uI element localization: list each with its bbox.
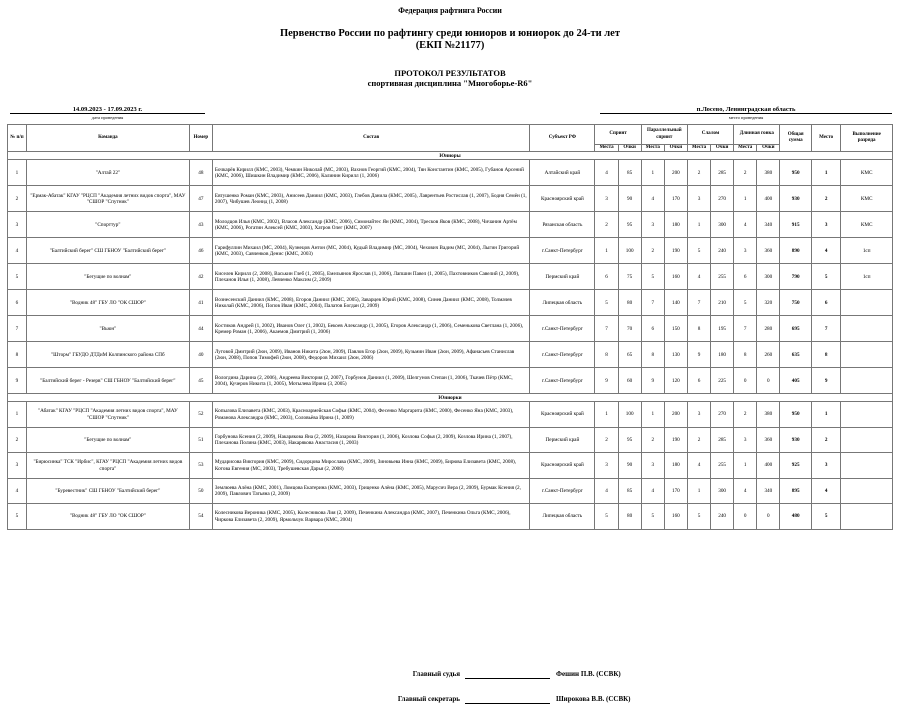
sub-place: Места [687,145,710,152]
row-number: 2 [8,186,27,212]
sprint-points: 80 [618,290,641,316]
total-points: 890 [780,238,812,264]
long-race-points: 400 [757,186,780,212]
parallel-points: 170 [664,186,687,212]
team-name: "Бегущие по волнам" [26,427,189,453]
bib-number: 46 [189,238,212,264]
rank-achieved: КМС [841,160,893,186]
discipline-title: спортивная дисциплина "Многоборье-R6" [367,78,533,88]
slalom-place: 7 [687,290,710,316]
parallel-place: 3 [641,212,664,238]
region: Алтайский край [530,160,595,186]
rank-achieved [841,290,893,316]
chief-judge-name: Фешин П.В. (ССВК) [556,670,621,678]
slalom-points: 225 [711,368,734,394]
protocol-heading [0,68,900,88]
rank-achieved [841,316,893,342]
sprint-points: 85 [618,478,641,504]
sprint-points: 95 [618,427,641,453]
results-table [7,124,893,530]
document-title [0,28,900,52]
sub-place: Места [595,145,618,152]
col-parallel: Параллельный спринт [641,125,687,145]
bib-number: 44 [189,316,212,342]
signature-line [465,670,550,679]
team-roster: Евтушенко Роман (КМС, 2003), Анисеев Даниил (КМС, 2003), Глебов Данила (КМС, 2005), Лаврентьев Ростислав (1, 2007), Бодня Семён (1, 2007), Чибушев Леонид (1, 2008) [212,186,529,212]
total-points: 950 [780,402,812,428]
parallel-place: 9 [641,368,664,394]
parallel-points: 180 [664,212,687,238]
table-row [8,478,893,504]
final-place: 2 [811,427,840,453]
federation-name: Федерация рафтинга России [398,6,502,15]
bib-number: 48 [189,160,212,186]
row-number: 9 [8,368,27,394]
long-race-points: 340 [757,212,780,238]
col-sprint: Спринт [595,125,641,145]
long-race-place: 3 [734,238,757,264]
event-dates-caption: дата проведения [91,115,124,120]
sub-points: Очки [664,145,687,152]
final-place: 5 [811,504,840,530]
table-row [8,316,893,342]
total-points: 790 [780,264,812,290]
slalom-place: 6 [687,368,710,394]
table-row [8,238,893,264]
table-row [8,290,893,316]
team-roster: Колесникова Вероника (КМС, 2005), Колесникова Лия (2, 2009), Печенкина Александра (КМС, 2007), Печенкина Ольга (КМС, 2006), Чиркова Елизавета (2, 2009), Ярмольчук Варвара (КМС, 2004) [212,504,529,530]
table-row [8,453,893,479]
region: Липецкая область [530,504,595,530]
final-place: 9 [811,368,840,394]
row-number: 4 [8,478,27,504]
bib-number: 51 [189,427,212,453]
rank-achieved [841,342,893,368]
parallel-place: 1 [641,402,664,428]
total-points: 695 [780,316,812,342]
team-name: "Вьюн" [26,316,189,342]
long-race-place: 4 [734,212,757,238]
long-race-points: 380 [757,402,780,428]
sprint-place: 5 [595,504,618,530]
rank-achieved [841,478,893,504]
parallel-points: 200 [664,160,687,186]
col-roster: Состав [212,125,529,152]
signature-line [465,695,550,704]
group-header-row [8,394,893,402]
total-points: 895 [780,478,812,504]
parallel-points: 200 [664,402,687,428]
region: Красноярский край [530,402,595,428]
slalom-place: 1 [687,478,710,504]
final-place: 4 [811,478,840,504]
sub-place: Места [734,145,757,152]
long-race-place: 8 [734,342,757,368]
rank-achieved [841,453,893,479]
long-race-place: 4 [734,478,757,504]
team-roster: Мударисова Виктория (КМС, 2009), Сидорцова Мирослава (КМС, 2009), Зиновьева Инна (КМС, 2009), Бирюва Елизавета (КМС, 2008), Котова Евгения (МС, 2003), Требушевская Дарья (2, 2008) [212,453,529,479]
region: Пермский край [530,264,595,290]
sprint-points: 90 [618,453,641,479]
parallel-points: 160 [664,264,687,290]
slalom-points: 270 [711,186,734,212]
parallel-place: 8 [641,342,664,368]
sub-points: Очки [757,145,780,152]
bib-number: 41 [189,290,212,316]
sprint-points: 65 [618,342,641,368]
long-race-place: 7 [734,316,757,342]
sprint-place: 1 [595,238,618,264]
final-place: 1 [811,160,840,186]
sprint-place: 7 [595,316,618,342]
table-row [8,160,893,186]
sprint-points: 95 [618,212,641,238]
row-number: 5 [8,264,27,290]
chief-judge-label: Главный судья [412,670,460,678]
slalom-place: 2 [687,160,710,186]
slalom-place: 9 [687,342,710,368]
parallel-points: 140 [664,290,687,316]
total-points: 950 [780,160,812,186]
col-bib: Номер [189,125,212,152]
region: г.Санкт-Петербург [530,368,595,394]
parallel-points: 160 [664,504,687,530]
title-line-2: (ЕКП №21177) [415,40,485,51]
chief-secretary-name: Широкова В.В. (ССВК) [556,695,631,703]
long-race-points: 400 [757,453,780,479]
final-place: 5 [811,264,840,290]
parallel-place: 2 [641,427,664,453]
row-number: 3 [8,453,27,479]
slalom-points: 240 [711,504,734,530]
parallel-place: 2 [641,238,664,264]
table-row [8,342,893,368]
total-points: 930 [780,427,812,453]
sprint-place: 5 [595,290,618,316]
long-race-points: 280 [757,316,780,342]
team-name: "Водник 48" ГБУ ЛО "ОК СШОР" [26,504,189,530]
slalom-place: 3 [687,402,710,428]
team-roster: Гарифуллин Михаил (МС, 2004), Кузнецов Антон (МС, 2004), Кудый Владимир (МС, 2004), Чехович Вадим (МС, 2004), Лыгин Григорий (КМС, 2003), Савченков Денис (КМС, 2003) [212,238,529,264]
slalom-points: 255 [711,453,734,479]
long-race-place: 3 [734,427,757,453]
long-race-place: 5 [734,290,757,316]
parallel-place: 3 [641,453,664,479]
slalom-place: 8 [687,316,710,342]
rank-achieved: КМС [841,186,893,212]
parallel-place: 1 [641,160,664,186]
parallel-place: 4 [641,478,664,504]
col-place: Место [811,125,840,152]
long-race-points: 340 [757,478,780,504]
sprint-place: 9 [595,368,618,394]
bib-number: 47 [189,186,212,212]
team-name: "Бегущие по волнам" [26,264,189,290]
sprint-place: 3 [595,453,618,479]
table-row [8,264,893,290]
sprint-points: 100 [618,402,641,428]
team-name: "Спорттур" [26,212,189,238]
long-race-place: 2 [734,160,757,186]
row-number: 5 [8,504,27,530]
bib-number: 42 [189,264,212,290]
table-row [8,402,893,428]
long-race-points: 380 [757,160,780,186]
chief-secretary-label: Главный секретарь [397,695,460,703]
table-row [8,186,893,212]
table-row [8,427,893,453]
slalom-points: 300 [711,478,734,504]
slalom-points: 240 [711,238,734,264]
total-points: 480 [780,504,812,530]
sprint-points: 90 [618,186,641,212]
row-number: 2 [8,427,27,453]
sprint-points: 75 [618,264,641,290]
team-roster: Костиков Андрей (1, 2002), Иванов Олег (1, 2002), Бекоев Александр (1, 2005), Егоров Александр (1, 2006), Семенькова Светлана (1, 2006), Кремер Роман (1, 2006), Акаемов Дмитрий (1, 2006) [212,316,529,342]
sprint-place: 4 [595,478,618,504]
parallel-place: 4 [641,186,664,212]
bib-number: 40 [189,342,212,368]
sprint-place: 6 [595,264,618,290]
total-points: 930 [780,186,812,212]
slalom-points: 300 [711,212,734,238]
team-roster: Киселев Кирилл (2, 2008), Васькин Глеб (1, 2005), Емельянов Ярослав (1, 2006), Лапшин Павел (1, 2005), Пахтовников Савелий (2, 2009), Плеханов Илья (1, 2008), Левченко Максим (2, 2009) [212,264,529,290]
slalom-points: 210 [711,290,734,316]
event-place-caption: место проведения [728,115,764,120]
team-name: "Шторм" ГБУДО ДТДиМ Колпинского района СПб [26,342,189,368]
row-number: 1 [8,160,27,186]
table-row [8,504,893,530]
long-race-points: 300 [757,264,780,290]
final-place: 4 [811,238,840,264]
total-points: 750 [780,290,812,316]
team-name: "Балтийский берег" СШ ГБНОУ "Балтийский берег" [26,238,189,264]
bib-number: 43 [189,212,212,238]
event-dates [10,106,205,120]
long-race-points: 360 [757,427,780,453]
long-race-place: 0 [734,368,757,394]
parallel-points: 170 [664,478,687,504]
sprint-points: 100 [618,238,641,264]
long-race-points: 360 [757,238,780,264]
region: Пермский край [530,427,595,453]
row-number: 6 [8,290,27,316]
long-race-place: 2 [734,402,757,428]
bib-number: 50 [189,478,212,504]
total-points: 635 [780,342,812,368]
bib-number: 52 [189,402,212,428]
slalom-points: 195 [711,316,734,342]
region: Красноярский край [530,186,595,212]
row-number: 4 [8,238,27,264]
sprint-place: 1 [595,402,618,428]
row-number: 3 [8,212,27,238]
slalom-points: 270 [711,402,734,428]
sprint-points: 85 [618,160,641,186]
region: г.Санкт-Петербург [530,478,595,504]
team-roster: Луговой Дмитрий (2юн, 2009), Иванов Никита (2юн, 2009), Павлов Егор (2юн, 2009), Кузьмин Иван (2юн, 2009), Афанасьев Станислав (2юн, 2008), Попов Тимофей (2юн, 2008), Федоров Михаил (2юн, 2006) [212,342,529,368]
parallel-points: 130 [664,342,687,368]
region: Рязанская область [530,212,595,238]
long-race-points: 0 [757,504,780,530]
slalom-points: 285 [711,427,734,453]
team-roster: Копылова Елизавета (КМС, 2003), Красноармейская Софья (КМС, 2004), Фесенко Маргарита (КМС, 2000), Фесенко Яна (КМС, 2003), Романова Александра (КМС, 2003), Соловьёва Ирина (1, 2009) [212,402,529,428]
rank-achieved [841,504,893,530]
slalom-place: 5 [687,504,710,530]
sprint-points: 70 [618,316,641,342]
region: Красноярский край [530,453,595,479]
event-place-value: п.Лосево, Ленинградская область [696,106,796,113]
team-name: "Водник 48" ГБУ ЛО "ОК СШОР" [26,290,189,316]
group-name: Юниорки [8,394,893,402]
total-points: 925 [780,453,812,479]
long-race-points: 260 [757,342,780,368]
slalom-place: 3 [687,186,710,212]
sub-points: Очки [711,145,734,152]
bib-number: 54 [189,504,212,530]
row-number: 8 [8,342,27,368]
region: г.Санкт-Петербург [530,342,595,368]
slalom-place: 4 [687,264,710,290]
bib-number: 45 [189,368,212,394]
region: Липецкая область [530,290,595,316]
col-long-race: Длинная гонка [734,125,780,145]
col-team: Команда [26,125,189,152]
slalom-points: 255 [711,264,734,290]
slalom-points: 285 [711,160,734,186]
sprint-place: 2 [595,427,618,453]
final-place: 3 [811,212,840,238]
sprint-place: 4 [595,160,618,186]
slalom-place: 2 [687,427,710,453]
long-race-place: 1 [734,453,757,479]
team-roster: Бочкарёв Кирилл (КМС, 2003), Чемкин Николай (МС, 2003), Вахнов Георгий (КМС, 2004), Тян Константин (КМС, 2005), Губанов Арсений (КМС, 2006), Шишкин Владимир (КМС, 2006), Калинин Кирилл (1, 2006) [212,160,529,186]
team-name: "Алтай 22" [26,160,189,186]
long-race-place: 1 [734,186,757,212]
team-roster: Землюева Алёна (КМС, 2001), Ломцова Екатерина (КМС, 2003), Гриценко Алёна (КМС, 2005), Марусич Вера (2, 2009), Бурмак Ксения (2, 2009), Павлович Татьяна (2, 2009) [212,478,529,504]
long-race-points: 320 [757,290,780,316]
slalom-place: 1 [687,212,710,238]
results-body [8,152,893,530]
parallel-place: 5 [641,264,664,290]
parallel-points: 180 [664,453,687,479]
sprint-points: 80 [618,504,641,530]
slalom-place: 5 [687,238,710,264]
rank-achieved [841,402,893,428]
title-line-1: Первенство России по рафтингу среди юниоров и юниорок до 24-ти лет [279,28,620,39]
team-name: "Ермак-Абатак" КГАУ "РЦСП "Академия летних видов спорта", МАУ "СШОР "Спутник" [26,186,189,212]
parallel-place: 7 [641,290,664,316]
team-roster: Вознесенский Даниил (КМС, 2008), Егоров Даниил (КМС, 2005), Заварцев Юрий (КМС, 2008), Синев Даниил (КМС, 2008), Толмачев Николай (КМС, 2006), Попов Иван (КМС, 2004), Палатов Богдан (2, 2009) [212,290,529,316]
rank-achieved [841,427,893,453]
final-place: 1 [811,402,840,428]
final-place: 2 [811,186,840,212]
final-place: 3 [811,453,840,479]
long-race-place: 0 [734,504,757,530]
sprint-points: 60 [618,368,641,394]
slalom-place: 4 [687,453,710,479]
final-place: 7 [811,316,840,342]
total-points: 915 [780,212,812,238]
parallel-points: 120 [664,368,687,394]
group-header-row [8,152,893,160]
rank-achieved: КМС [841,212,893,238]
col-total: Общая сумма [780,125,812,152]
team-name: "Бирюсинка" ТСК "Ирбис", КГАУ "РЦСП "Академия летних видов спорта" [26,453,189,479]
table-row [8,368,893,394]
team-roster: Вологдина Дарина (2, 2006), Андреева Виктория (2, 2007), Горбунов Даниил (1, 2009), Шелгунов Степан (1, 2006), Ткачев Пётр (КМС, 2004), Кучеров Никита (1, 2005), Мотылева Ирина (3, 2005) [212,368,529,394]
team-name: "Буревестник" СШ ГБНОУ "Балтийский берег" [26,478,189,504]
sub-points: Очки [618,145,641,152]
event-place [600,106,892,120]
team-name: "Балтийский берег - Резерв" СШ ГБНОУ "Балтийский берег" [26,368,189,394]
team-roster: Молодцов Илья (КМС, 2002), Власов Александр (КМС, 2006), Симонайтес Ян (КМС, 2004), Тресков Яков (КМС, 2008), Чичанин Артём (КМС, 2006), Рогатин Алексей (КМС, 2003), Хатров Олег (КМС, 2007) [212,212,529,238]
long-race-place: 6 [734,264,757,290]
team-name: "Абатак" КГАУ "РЦСП "Академия летних видов спорта", МАУ "СШОР "Спутник" [26,402,189,428]
parallel-points: 190 [664,427,687,453]
sprint-place: 8 [595,342,618,368]
region: г.Санкт-Петербург [530,238,595,264]
col-num: № п/п [8,125,27,152]
sub-place: Места [641,145,664,152]
parallel-place: 6 [641,316,664,342]
total-points: 405 [780,368,812,394]
event-dates-value: 14.09.2023 - 17.09.2023 г. [72,106,143,113]
sprint-place: 2 [595,212,618,238]
region: г.Санкт-Петербург [530,316,595,342]
parallel-place: 5 [641,504,664,530]
slalom-points: 180 [711,342,734,368]
protocol-title: ПРОТОКОЛ РЕЗУЛЬТАТОВ [394,68,506,78]
col-region: Субъект РФ [530,125,595,152]
rank-achieved: 1сп [841,238,893,264]
col-rank: Выполнение разряда [841,125,893,152]
final-place: 8 [811,342,840,368]
sprint-place: 3 [595,186,618,212]
long-race-points: 0 [757,368,780,394]
bib-number: 53 [189,453,212,479]
parallel-points: 150 [664,316,687,342]
final-place: 6 [811,290,840,316]
col-slalom: Слалом [687,125,733,145]
parallel-points: 190 [664,238,687,264]
table-row [8,212,893,238]
row-number: 7 [8,316,27,342]
team-roster: Горбунова Ксения (2, 2009), Накарякова Яна (2, 2009), Назарова Виктория (1, 2006), Козлова Софья (2, 2009), Козлова Ирина (1, 2007), Плеханова Полина (КМС, 2003), Накарякова Анастасия (1, 2003) [212,427,529,453]
row-number: 1 [8,402,27,428]
rank-achieved [841,368,893,394]
rank-achieved: 1сп [841,264,893,290]
group-name: Юниоры [8,152,893,160]
